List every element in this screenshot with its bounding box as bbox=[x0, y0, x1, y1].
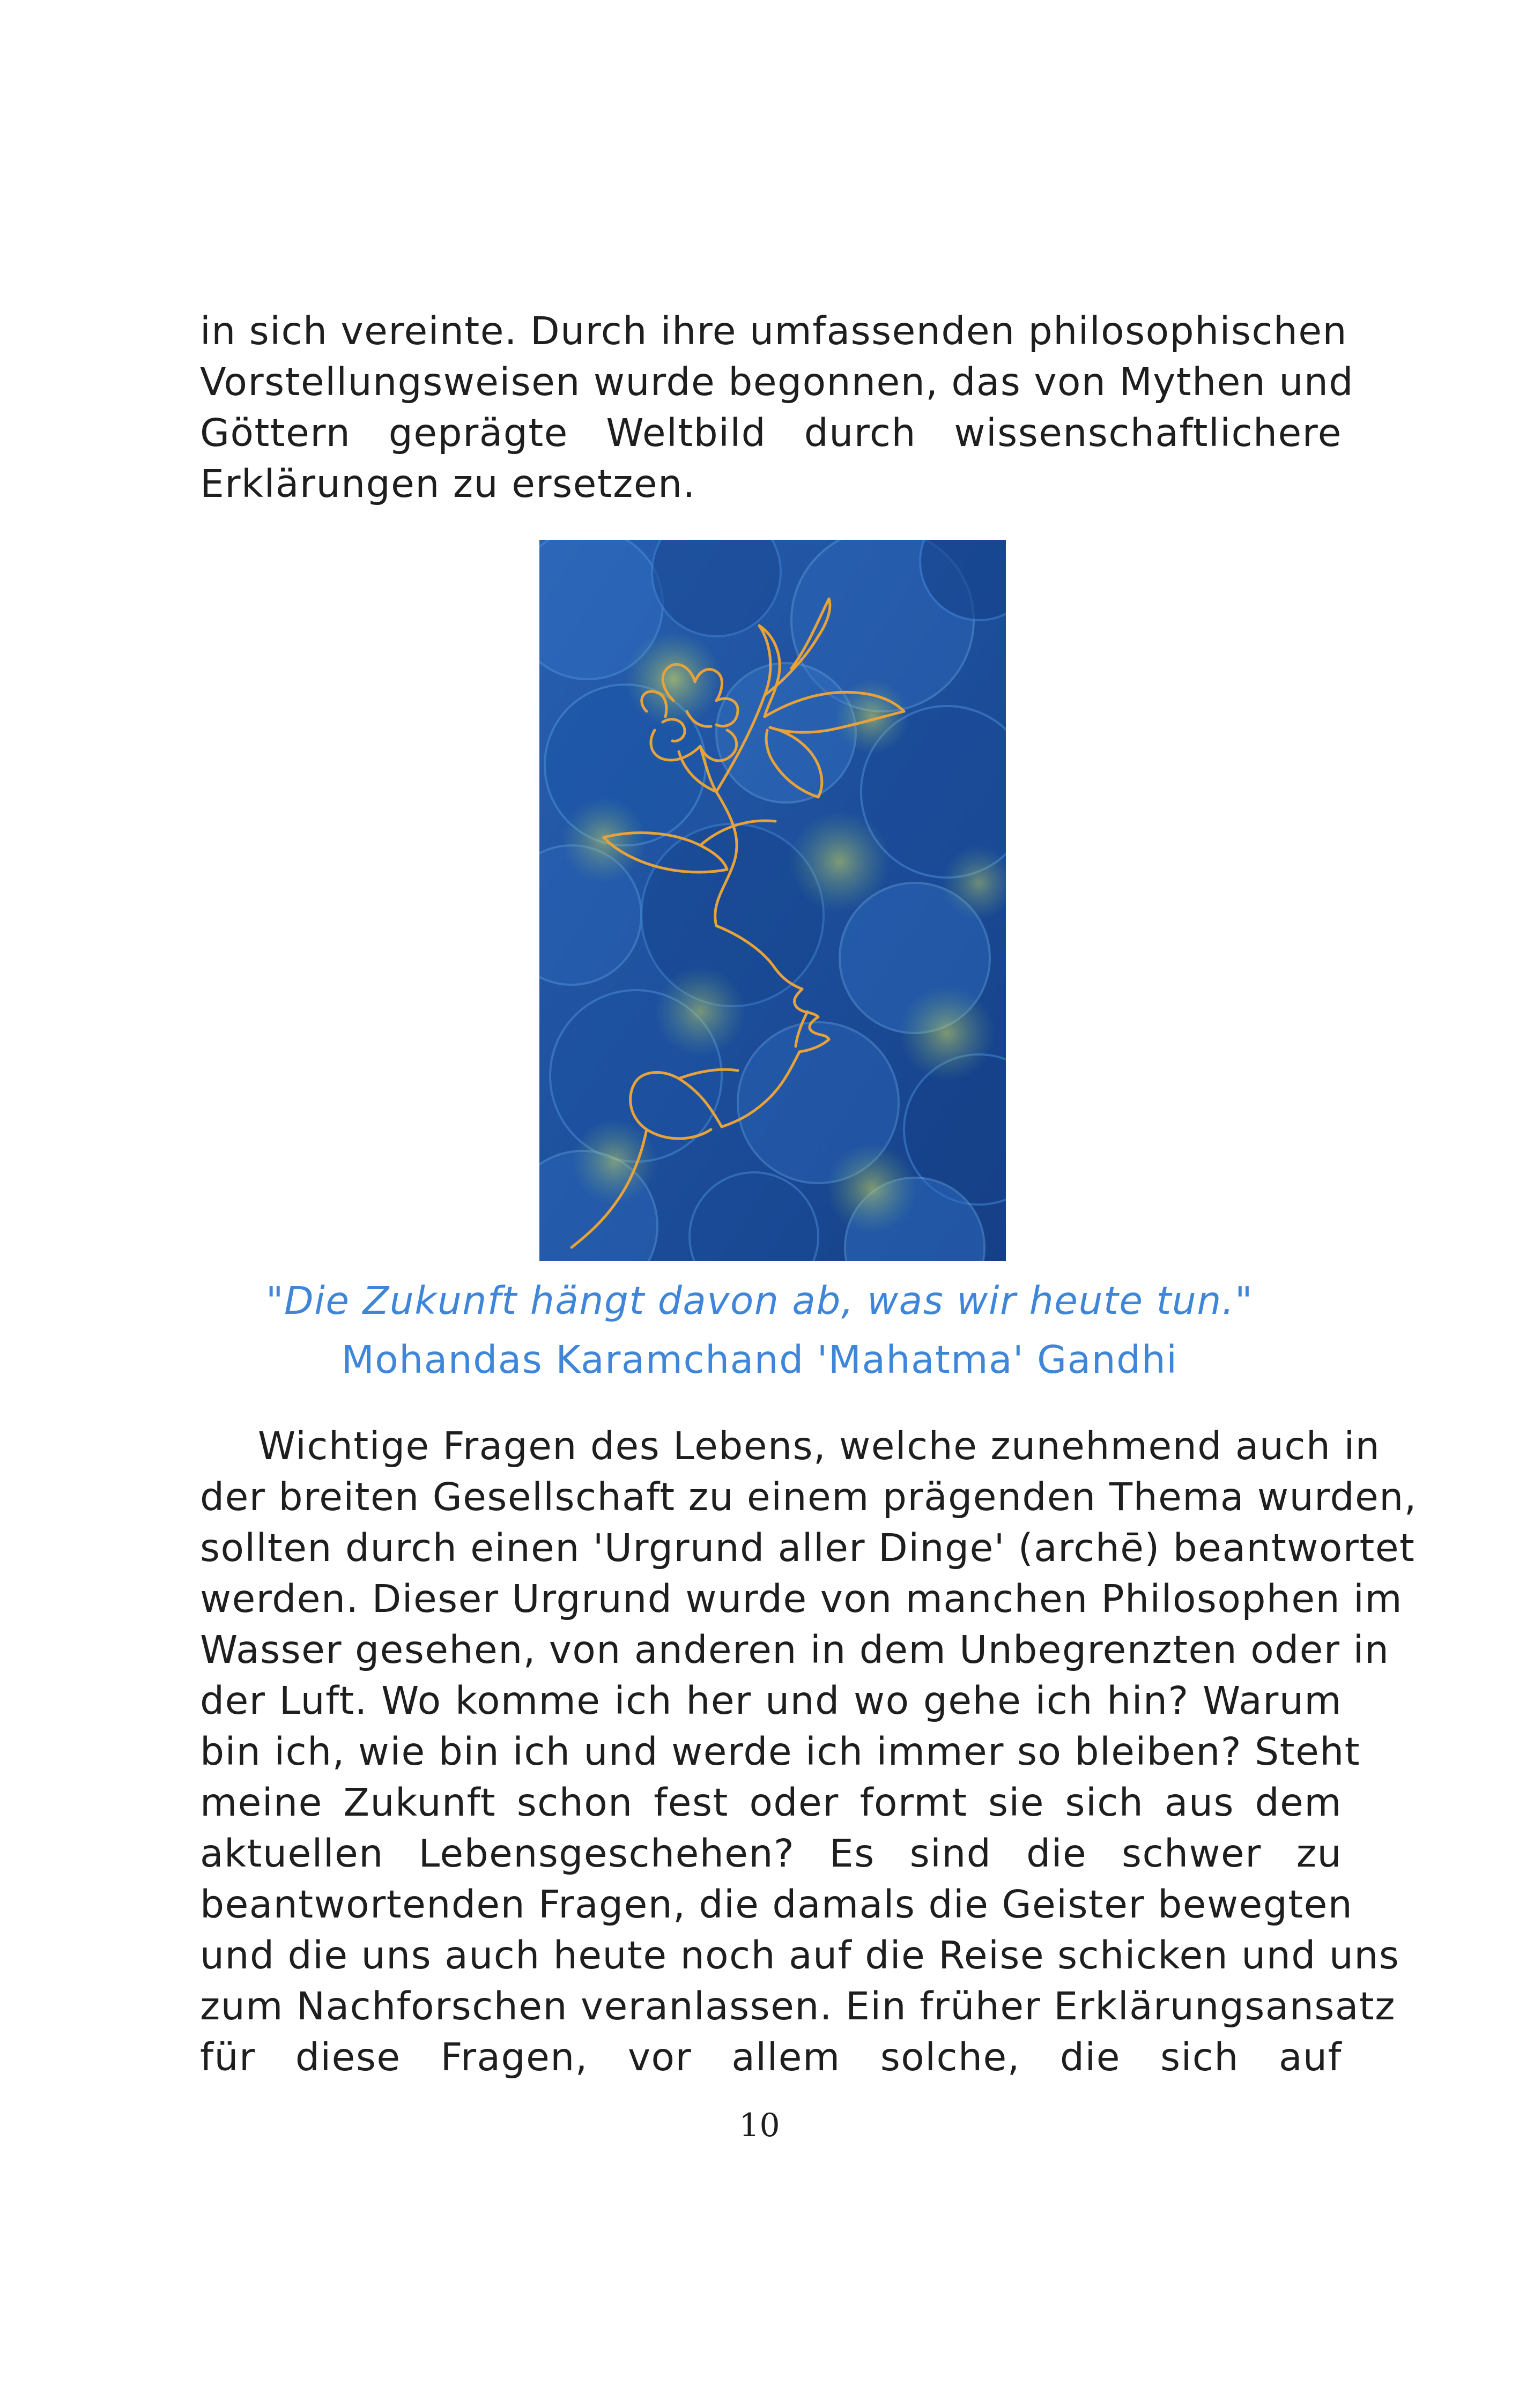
text-line: bin ich, wie bin ich und werde ich immer so bleiben? Steht bbox=[200, 1729, 1361, 1774]
text-line: aktuellen Lebensgeschehen? Es sind die schwer zu bbox=[200, 1831, 1342, 1876]
text-line: für diese Fragen, vor allem solche, die sich auf bbox=[200, 2035, 1342, 2079]
text-line: Vorstellungsweisen wurde begonnen, das von Mythen und bbox=[200, 360, 1354, 404]
main-paragraph bbox=[200, 1421, 1417, 2083]
illustration bbox=[539, 540, 1006, 1261]
text-line: beantwortenden Fragen, die damals die Geister bewegten bbox=[200, 1882, 1353, 1927]
text-line: Wasser gesehen, von anderen in dem Unbegrenzten oder in bbox=[200, 1627, 1390, 1672]
quote-text: "Die Zukunft hängt davon ab, was wir heute tun." bbox=[265, 1279, 1254, 1323]
floral-face-line-art-image bbox=[539, 540, 1006, 1261]
text-line: der breiten Gesellschaft zu einem prägenden Thema wurden, bbox=[200, 1475, 1417, 1519]
intro-paragraph bbox=[200, 306, 1354, 509]
text-line: Wichtige Fragen des Lebens, welche zunehmend auch in bbox=[258, 1424, 1381, 1468]
page-number: 10 bbox=[739, 2107, 780, 2144]
quote-author: Mohandas Karamchand 'Mahatma' Gandhi bbox=[341, 1337, 1178, 1382]
text-line: und die uns auch heute noch auf die Reise schicken und uns bbox=[200, 1933, 1400, 1978]
text-line: der Luft. Wo komme ich her und wo gehe ich hin? Warum bbox=[200, 1678, 1342, 1723]
text-line: in sich vereinte. Durch ihre umfassenden philosophischen bbox=[200, 309, 1348, 353]
text-line: Erklärungen zu ersetzen. bbox=[200, 462, 696, 506]
text-line: sollten durch einen 'Urgrund aller Dinge' (archē) beantwortet bbox=[200, 1526, 1416, 1570]
text-line: meine Zukunft schon fest oder formt sie sich aus dem bbox=[200, 1780, 1342, 1825]
text-line: Göttern geprägte Weltbild durch wissenschaftlichere bbox=[200, 411, 1342, 455]
text-line: werden. Dieser Urgrund wurde von manchen Philosophen im bbox=[200, 1577, 1403, 1621]
text-line: zum Nachforschen veranlassen. Ein früher Erklärungsansatz bbox=[200, 1984, 1396, 2028]
